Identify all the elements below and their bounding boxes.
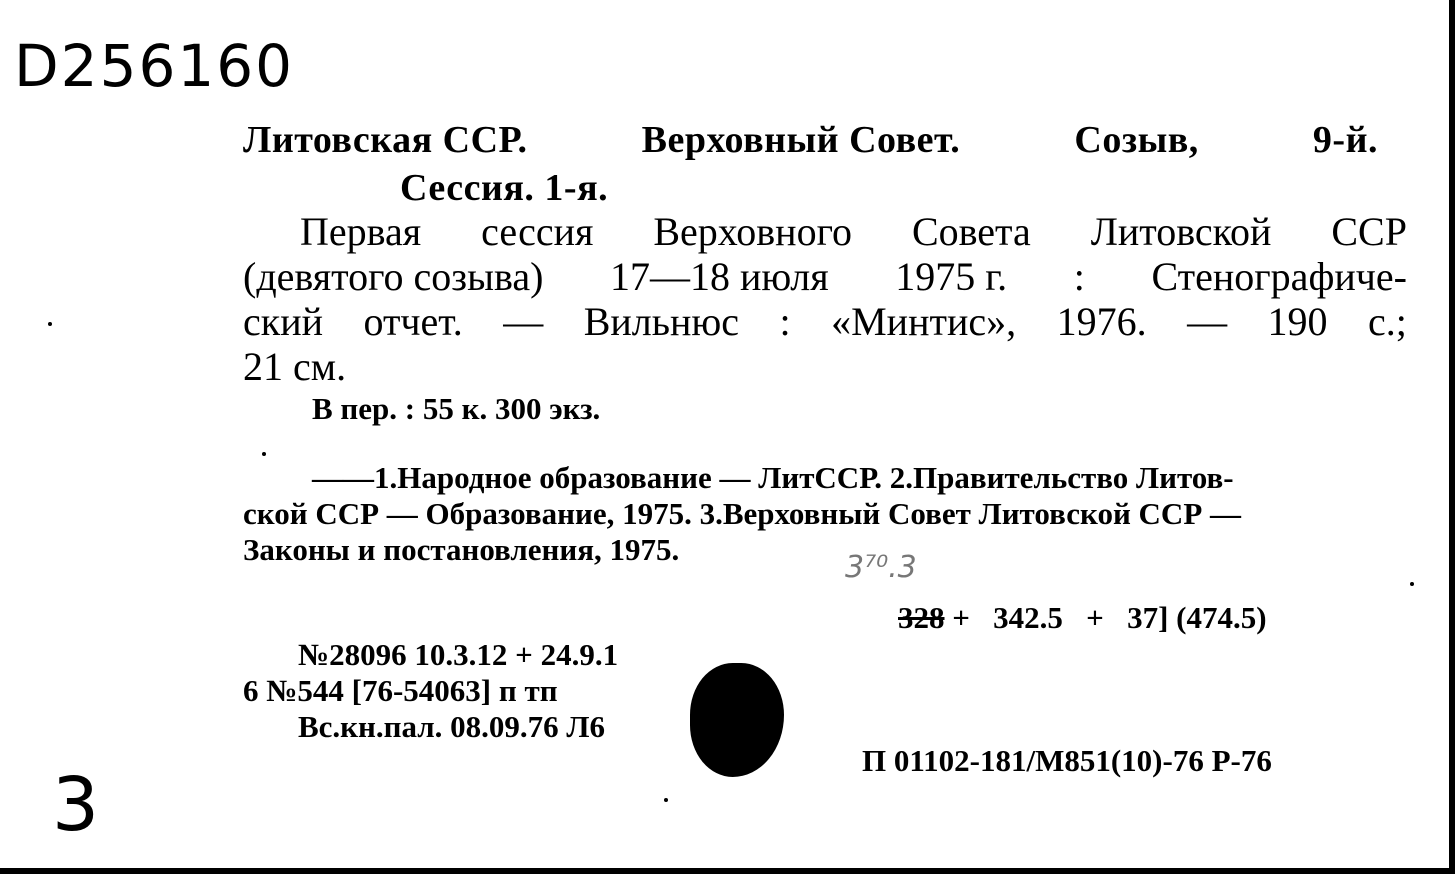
classification-rest: + 342.5 + 37] (474.5): [952, 600, 1267, 635]
title-word: 1975 г.: [895, 254, 1008, 299]
title-word: Вильнюс: [583, 299, 740, 344]
title-word: сессия: [481, 209, 594, 254]
title-word: Верховного: [653, 209, 852, 254]
title-word: ский: [243, 299, 323, 344]
struck-number: 328: [898, 600, 945, 635]
title-word: с.;: [1368, 299, 1407, 344]
heading-part: 9-й.: [1312, 119, 1378, 161]
speck: [48, 322, 52, 326]
price-line: В пер. : 55 к. 300 экз.: [312, 391, 601, 426]
title-line-3: [243, 298, 1407, 345]
title-line-2: [243, 253, 1407, 300]
heading-part: Созыв,: [1074, 119, 1199, 161]
title-line-4: 21 см.: [243, 344, 347, 389]
title-word: (девятого созыва): [243, 254, 544, 299]
pencil-mark: 3⁷⁰.3: [845, 550, 917, 585]
call-number: D256160: [14, 32, 295, 100]
title-word: Литовской: [1090, 209, 1272, 254]
title-word: Первая: [300, 209, 422, 254]
heading-line-2: Сессия. 1-я.: [400, 167, 609, 209]
title-word: 190: [1267, 299, 1328, 344]
title-word: ССР: [1331, 209, 1407, 254]
classification-line: [898, 600, 1267, 636]
title-word: —: [1187, 299, 1228, 344]
title-word: :: [1073, 254, 1085, 299]
title-word: отчет.: [363, 299, 463, 344]
registry-line-1: №28096 10.3.12 + 24.9.1: [298, 637, 619, 672]
title-word: Совета: [911, 209, 1031, 254]
title-word: «Минтис»,: [831, 299, 1017, 344]
title-line-1: [300, 208, 1407, 255]
heading-part: Верховный Совет.: [641, 119, 961, 161]
speck: [1410, 582, 1414, 586]
registry-line-3: Вс.кн.пал. 08.09.76 Л6: [298, 709, 606, 744]
tracing-line-3: Законы и постановления, 1975.: [243, 532, 680, 567]
title-word: 17—18 июля: [610, 254, 829, 299]
title-word: 1976.: [1056, 299, 1147, 344]
title-word: Стенографиче-: [1151, 254, 1407, 299]
tracing-line-2: ской ССР — Образование, 1975. 3.Верховный Совет Литовской ССР —: [243, 496, 1242, 531]
title-word: :: [779, 299, 791, 344]
heading-line-1: [243, 118, 1378, 162]
registry-line-2: 6 №544 [76-54063] п тп: [243, 673, 558, 708]
catalog-code: П 01102-181/М851(10)-76 Р-76: [862, 743, 1272, 778]
card-number: 3: [52, 762, 100, 848]
punch-hole: [690, 663, 784, 777]
speck: [664, 798, 668, 802]
heading-part: Литовская ССР.: [243, 119, 528, 161]
tracing-line-1: ——1.Народное образование — ЛитССР. 2.Правительство Литов-: [312, 460, 1234, 495]
speck: [262, 452, 266, 456]
title-word: —: [503, 299, 544, 344]
